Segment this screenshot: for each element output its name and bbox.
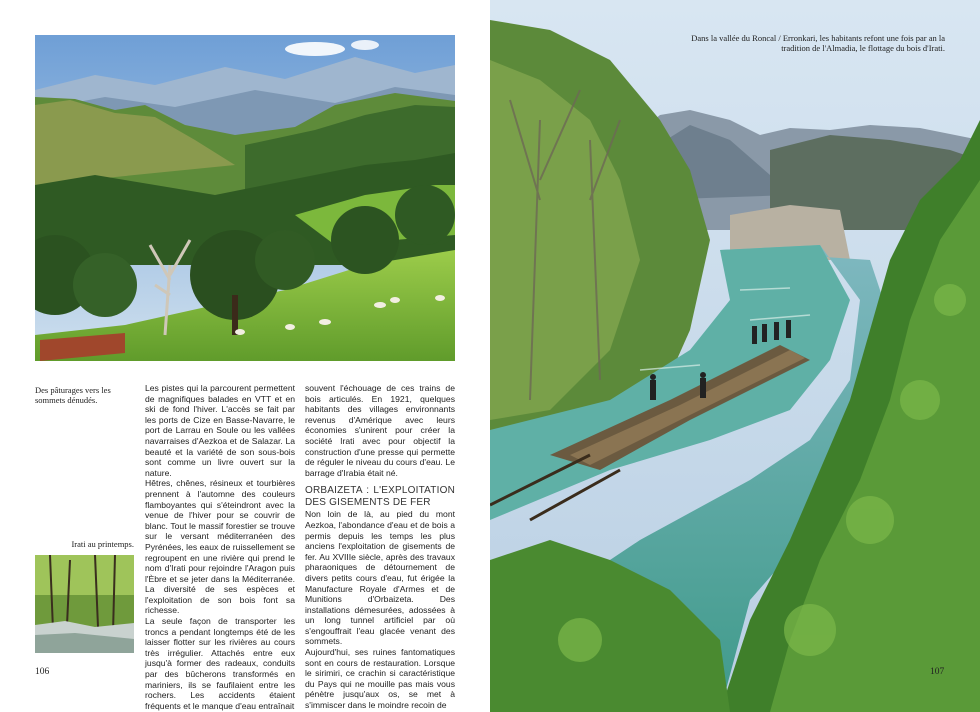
- text-column-2: [305, 383, 455, 711]
- paragraph: souvent l'échouage de ces trains de bois articulés. En 1921, quelques habitants des villages environnants revenus d'Amérique avec leurs économies s'unirent pour créer la société Irati avec pour objectif la construction d'une presse qui permette de réguler le niveau du cours d'eau. Le barrage d'Irabia était né.: [305, 383, 455, 478]
- paragraph: Les pistes qui la parcourent permettent de magnifiques balades en VTT et en ski de fond l'hiver. L'accès se fait par les ports de Cize en Basse-Navarre, le port de Larrau en Soule ou les vallées navarraises d'Aezkoa et de Salazar. La beauté et la variété de son sous-bois sont comme un livre ouvert sur la nature.: [145, 383, 295, 478]
- mountain-pasture-photo: [35, 35, 455, 361]
- paragraph: Non loin de là, au pied du mont Aezkoa, l'abondance d'eau et de bois a permis depuis les temps les plus anciens l'exploitation de gisements de fer. Au XVIIIe siècle, après des travaux pharaoniques de détournement de divers petits cours d'eau, fut érigée la Manufacture Royale d'Armes et de Munitions d'Orbaizeta. Des installations démesurées, adossées à un long tunnel artificiel par où s'engouffrait l'eau glacée venant des sommets.: [305, 509, 455, 647]
- right-page: [490, 0, 980, 712]
- paragraph: La seule façon de transporter les troncs a pendant longtemps été de les laisser flotter sur les rivières au cours très irrégulier. Attachés entre eux jusqu'à former des radeaux, conduits par des bûcherons transformés en mariniers, ils se faufilaient entre les rochers. Les accidents étaient fréquents et le manque d'eau entraînait: [145, 616, 295, 711]
- river-raft-photo: [490, 0, 980, 712]
- page-number-left: 106: [35, 667, 50, 677]
- irati-forest-photo: [35, 555, 134, 653]
- caption-irati-spring: Irati au printemps.: [71, 539, 134, 549]
- section-heading: ORBAIZETA : L'EXPLOITATION DES GISEMENTS DE FER: [305, 485, 455, 508]
- paragraph: Aujourd'hui, ses ruines fantomatiques sont en cours de restauration. Lorsque le sirimiri, ce crachin si caractéristique du Pays qui ne mouille pas mais vous pénètre jusqu'aux os, se met à s'immiscer dans le moindre recoin de: [305, 647, 455, 711]
- text-column-1: [145, 383, 295, 711]
- page-number-right: 107: [930, 667, 945, 677]
- caption-pastures: Des pâturages vers les sommets dénudés.: [35, 385, 111, 405]
- paragraph: Hêtres, chênes, résineux et tourbières prennent à l'automne des couleurs flamboyantes qui s'éteindront avec la venue de l'hiver pour se couvrir de blanc. Tout le massif forestier se trouve sur le versant méditerranéen des Pyrénées, les eaux de ruissellement se regroupent en une rivière qui prend le nom d'Irati pour rejoindre l'Aragon puis l'Èbre et se jeter dans la Méditerranée. La diversité de ses espèces et l'exploitation de son bois font sa richesse.: [145, 478, 295, 616]
- caption-roncal-valley: Dans la vallée du Roncal / Erronkari, les habitants refont une fois par an la tradition de l'Almadia, le flottage du bois d'Irati.: [691, 33, 945, 53]
